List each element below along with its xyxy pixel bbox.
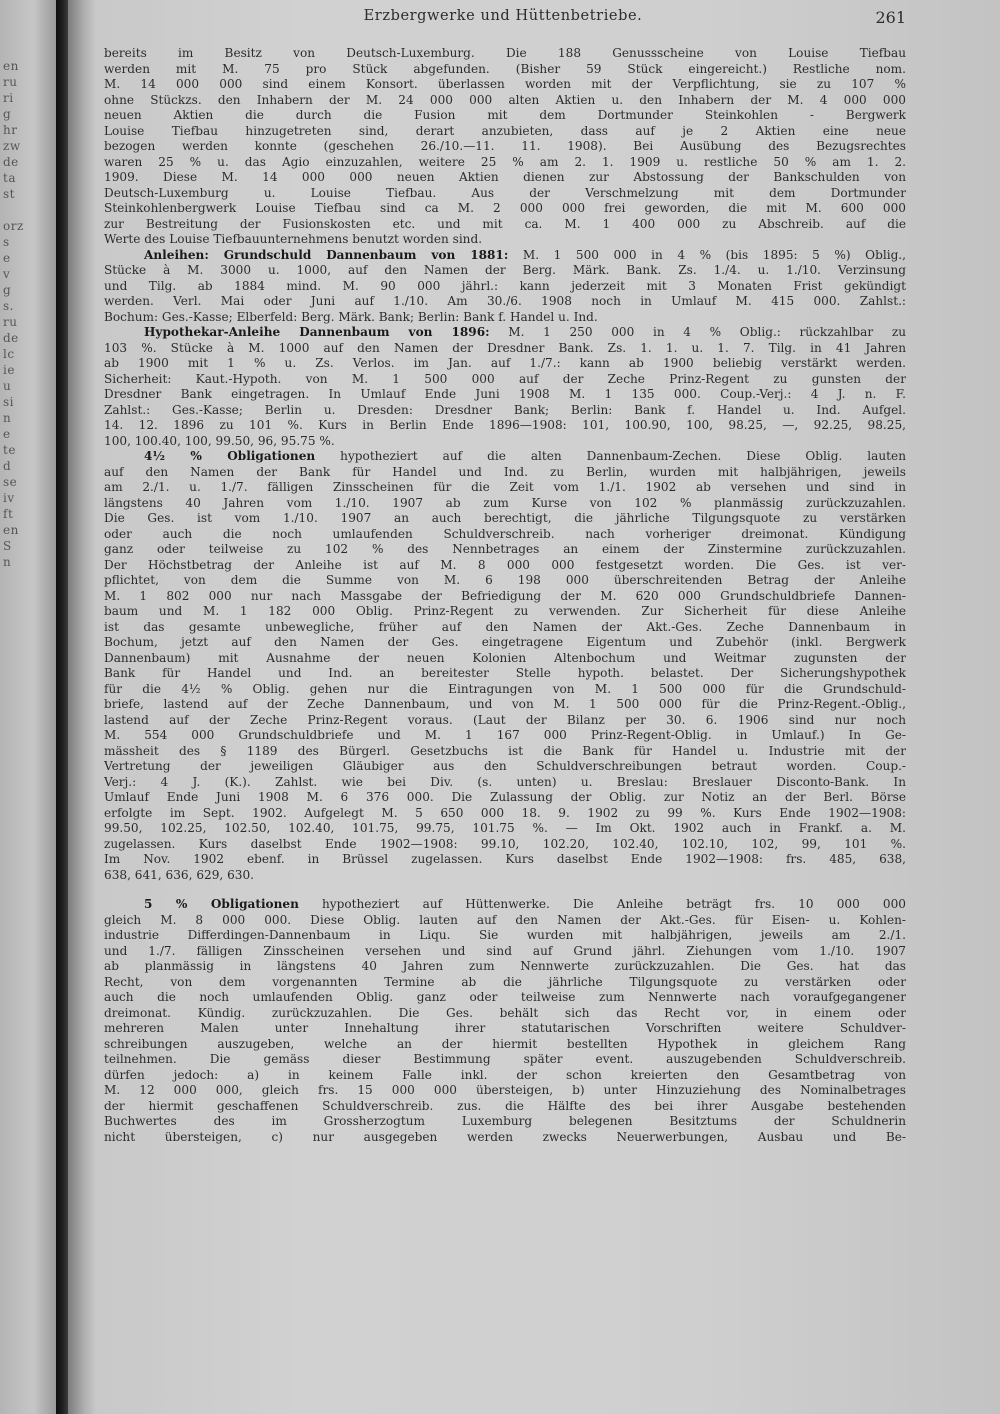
page-gutter-shadow (68, 0, 96, 1414)
text-line: 100, 100.40, 100, 99.50, 96, 95.75 %. (104, 433, 335, 448)
text-line: Dannenbaum) mit Ausnahme der neuen Kolonien Altenbochum und Weitmar zugunsten der (104, 650, 906, 665)
text-line: Recht, von dem vorgenannten Termine ab die jährliche Tilgungsquote zu verstärken oder (104, 974, 906, 989)
running-head: Erzbergwerke und Hüttenbetriebe. (363, 8, 643, 24)
text-line: pflichtet, von dem die Summe von M. 6 198 000 überschreitenden Betrag der Anleihe (104, 573, 906, 587)
text-line: ab planmässig in längstens 40 Jahren zum Nennwerte zurückzuzahlen. Die Ges. hat das (104, 959, 906, 973)
text-line: Louise Tiefbau hinzugetreten sind, derart anzubieten, dass auf je 2 Aktien eine neue (104, 123, 906, 138)
text-line: Bochum: Ges.-Kasse; Elberfeld: Berg. Märk. Bank; Berlin: Bank f. Handel u. Ind. (104, 309, 598, 324)
text-line: werden. Verl. Mai oder Juni auf 1./10. Am 30./6. 1908 noch in Umlauf M. 415 000. Zahlst.: (104, 294, 906, 308)
text-line: dürfen jedoch: a) in keinem Falle inkl. der schon kreierten den Gesamtbetrag von (104, 1067, 906, 1082)
text-line: gleich M. 8 000 000. Diese Oblig. lauten auf den Namen der Akt.-Ges. für Eisen- u. Kohlen- (104, 912, 906, 927)
text-line: M. 14 000 000 sind einem Konsort. überlassen worden mit der Verpflichtung, sie zu 107 % (104, 77, 906, 91)
text-line: ganz oder teilweise zu 102 % des Nennbetrages an einem der Zinstermine zurückzuzahlen. (104, 542, 906, 556)
section-heading-anleihen: Anleihen: Grundschuld Dannenbaum von 1881: (144, 247, 509, 262)
text-line: auch die noch umlaufenden Oblig. ganz oder teilweise zum Nennwerte nach voraufgegangener (104, 990, 906, 1004)
text-line: Der Höchstbetrag der Anleihe ist auf M. 8 000 000 festgesetzt worden. Die Ges. ist ver- (104, 557, 906, 572)
text-line: M. 1 802 000 nur nach Massgabe der Befriedigung der M. 620 000 Grundschuldbriefe Dannen- (104, 588, 906, 603)
section-heading-hypothekar: Hypothekar-Anleihe Dannenbaum von 1896: (144, 325, 490, 339)
text-line: bezogen werden konnte (geschehen 26./10.—11. 11. 1908). Bei Ausübung des Bezugsrechtes (104, 139, 906, 153)
text-line: waren 25 % u. das Agio einzuzahlen, weitere 25 % am 2. 1. 1909 u. restliche 50 % am 1. 2. (104, 154, 906, 169)
text-line (104, 897, 906, 913)
text-line: Dresdner Bank eingetragen. In Umlauf Ende Juni 1908 M. 1 135 000. Coup.-Verj.: 4 J. n. F. (104, 387, 906, 401)
text-line: Buchwertes des im Grossherzogtum Luxemburg belegenen Besitztums der Schuldnerin (104, 1114, 906, 1128)
text-line: auf den Namen der Bank für Handel und Ind. zu Berlin, wurden mit halbjährigen, jeweils (104, 464, 906, 479)
text-line: Vertretung der jeweiligen Gläubiger aus den Schuldverschreibungen betraut worden. Coup.- (104, 759, 906, 773)
text-line: für die 4½ % Oblig. gehen nur die Eintragungen von M. 1 500 000 für die Grundschuld- (104, 681, 906, 696)
facing-page-fragments: en ru ri g hr zw de ta st orz s e v g s. ru de lc ie u si n e te d se iv ft en S n (3, 59, 24, 569)
section-heading-obligationen-4half: 4½ % Obligationen (144, 449, 316, 463)
text-line: ohne Stückzs. den Inhabern der M. 24 000 000 alten Aktien u. den Inhabern der M. 4 000 000 (104, 92, 906, 107)
text-line: Deutsch-Luxemburg u. Louise Tiefbau. Aus der Verschmelzung mit dem Dortmunder (104, 185, 906, 200)
text-line: 1909. Diese M. 14 000 000 neuen Aktien dienen zur Abstossung der Bankschulden von (104, 170, 906, 184)
text-line: Zahlst.: Ges.-Kasse; Berlin u. Dresden: Dresdner Bank; Berlin: Bank f. Handel u. Ind. Aufgel. (104, 402, 906, 417)
text-line: Umlauf Ende Juni 1908 M. 6 376 000. Die Zulassung der Oblig. zur Notiz an der Berl. Börse (104, 790, 906, 804)
text-line (104, 248, 906, 264)
text-line: der hiermit geschaffenen Schuldverschreib. zus. die Hälfte des bei ihrer Ausgabe bestehenden (104, 1098, 906, 1113)
text-run: M. 1 500 000 in 4 % (bis 1895: 5 %) Oblig., (508, 247, 906, 262)
text-line: Steinkohlenbergwerk Louise Tiefbau sind ca M. 2 000 000 frei geworden, die mit M. 600 000 (104, 201, 906, 215)
text-line: und 1./7. fälligen Zinsscheinen versehen und sind auf Grund jährl. Ziehungen vom 1./10. 1907 (104, 943, 906, 958)
text-line: bereits im Besitz von Deutsch-Luxemburg. Die 188 Genussscheine von Louise Tiefbau (104, 46, 906, 60)
text-line: baum und M. 1 182 000 Oblig. Prinz-Regent zu verwenden. Zur Sicherheit für diese Anleihe (104, 604, 906, 618)
text-line: briefe, lastend auf der Zeche Dannenbaum, und von M. 1 500 000 für die Prinz-Regent.-Oblig., (104, 697, 906, 711)
text-run: hypotheziert auf Hüttenwerke. Die Anleihe beträgt frs. 10 000 000 (298, 897, 906, 911)
text-line: M. 554 000 Grundschuldbriefe und M. 1 167 000 Prinz-Regent-Oblig. in Umlauf.) In Ge- (104, 728, 906, 742)
text-run: hypotheziert auf die alten Dannenbaum-Zechen. Diese Oblig. lauten (315, 449, 906, 463)
text-line: erfolgte im Sept. 1902. Aufgelegt M. 5 650 000 18. 9. 1902 zu 99 %. Kurs Ende 1902—1908: (104, 805, 906, 820)
text-line: zugelassen. Kurs daselbst Ende 1902—1908: 99.10, 102.20, 102.40, 102.10, 102, 99, 101 %. (104, 836, 906, 851)
text-line: Im Nov. 1902 ebenf. in Brüssel zugelassen. Kurs daselbst Ende 1902—1908: frs. 485, 638, (104, 852, 906, 866)
facing-page-edge (0, 0, 56, 1414)
text-line: Sicherheit: Kaut.-Hypoth. von M. 1 500 000 auf der Zeche Prinz-Regent zu gunsten der (104, 371, 906, 386)
text-line: Verj.: 4 J. (K.). Zahlst. wie bei Div. (s. unten) u. Breslau: Breslauer Disconto-Bank. In (104, 774, 906, 789)
text-line: 14. 12. 1896 zu 101 %. Kurs in Berlin Ende 1896—1908: 101, 100.90, 100, 98.25, —, 92.25, 98.25, (104, 418, 906, 432)
book-binding (56, 0, 68, 1414)
text-line: lastend auf der Zeche Prinz-Regent voraus. (Laut der Bilanz per 30. 6. 1906 sind nur noch (104, 712, 906, 727)
text-line: mehreren Malen unter Innehaltung ihrer statutarischen Vorschriften weitere Schuldver- (104, 1021, 906, 1035)
text-line: Stücke à M. 3000 u. 1000, auf den Namen der Berg. Märk. Bank. Zs. 1./4. u. 1./10. Verzinsung (104, 263, 906, 277)
text-line: oder auch die noch umlaufenden Schuldverschreib. nach vorheriger dreimonat. Kündigung (104, 526, 906, 541)
paragraph-anleihen (104, 248, 906, 326)
text-line: neuen Aktien die durch die Fusion mit dem Dortmunder Steinkohlen - Bergwerk (104, 108, 906, 122)
text-line: 99.50, 102.25, 102.50, 102.40, 101.75, 99.75, 101.75 %. — Im Okt. 1902 auch in Frankf. a. M. (104, 821, 906, 835)
text-line: M. 12 000 000, gleich frs. 15 000 000 übersteigen, b) unter Hinzuziehung des Nominalbetrages (104, 1083, 906, 1097)
text-line: Bank für Handel und Ind. an bereitester Stelle hypoth. belastet. Der Sicherungshypothek (104, 666, 906, 680)
text-line: dreimonat. Kündig. zurückzuzahlen. Die Ges. behält sich das Recht vor, in einem oder (104, 1005, 906, 1020)
text-line: Die Ges. ist vom 1./10. 1907 an auch berechtigt, die jährliche Tilgungsquote zu verstärken (104, 511, 906, 525)
text-line (104, 449, 906, 465)
text-line: Bochum, jetzt auf den Namen der Ges. eingetragene Eigentum und Zubehör (inkl. Bergwerk (104, 635, 906, 649)
paragraph-obligationen-4half (104, 449, 906, 883)
page-number: 261 (875, 8, 906, 27)
text-line: längstens 40 Jahren vom 1./10. 1907 ab zum Kurse von 102 % planmässig zurückzuzahlen. (104, 495, 906, 510)
paragraph-obligationen-5 (104, 897, 906, 1145)
text-run: M. 1 250 000 in 4 % Oblig.: rückzahlbar zu (489, 325, 906, 339)
text-line: werden mit M. 75 pro Stück abgefunden. (Bisher 59 Stück eingereicht.) Restliche nom. (104, 61, 906, 76)
paragraph-hypothekar (104, 325, 906, 449)
text-line: schreibungen auszugeben, welche an der hiermit bestellten Hypothek in gleichem Rang (104, 1036, 906, 1051)
text-line: zur Bestreitung der Fusionskosten etc. und mit ca. M. 1 400 000 zu Abschreib. auf die (104, 216, 906, 231)
text-line: ab 1900 mit 1 % u. Zs. Verlos. im Jan. auf 1./7.: kann ab 1900 beliebig verstärkt werden. (104, 356, 906, 370)
text-line: 103 %. Stücke à M. 1000 auf den Namen der Dresdner Bank. Zs. 1. 1. u. 1. 7. Tilg. in 41 Jahren (104, 340, 906, 355)
text-line: mässheit des § 1189 des Bürgerl. Gesetzbuchs ist die Bank für Handel u. Industrie mit der (104, 743, 906, 758)
page-header (100, 8, 906, 32)
paragraph-intro (104, 46, 906, 248)
body-text (104, 46, 906, 1145)
section-heading-obligationen-5: 5 % Obligationen (144, 897, 299, 911)
paragraph-gap (104, 883, 906, 897)
text-line: und Tilg. ab 1884 mind. M. 90 000 jährl.: kann jederzeit mit 3 Monaten Frist gekündigt (104, 278, 906, 293)
text-line: am 2./1. u. 1./7. fälligen Zinsscheinen für die Zeit vom 1./1. 1902 ab versehen und sind in (104, 480, 906, 494)
text-line: ist das gesamte unbewegliche, früher auf den Namen der Akt.-Ges. Zeche Dannenbaum in (104, 619, 906, 634)
text-line: Werte des Louise Tiefbauunternehmens benutzt worden sind. (104, 232, 483, 246)
text-line: nicht übersteigen, c) nur ausgegeben werden zwecks Neuerwerbungen, Ausbau und Be- (104, 1129, 906, 1144)
text-line: industrie Differdingen-Dannenbaum in Liqu. Sie wurden mit halbjährigen, jeweils am 2./1. (104, 928, 906, 942)
text-line: teilnehmen. Die gemäss dieser Bestimmung später event. auszugebenden Schuldverschreib. (104, 1052, 906, 1066)
text-line: 638, 641, 636, 629, 630. (104, 867, 255, 882)
text-line (104, 325, 906, 341)
